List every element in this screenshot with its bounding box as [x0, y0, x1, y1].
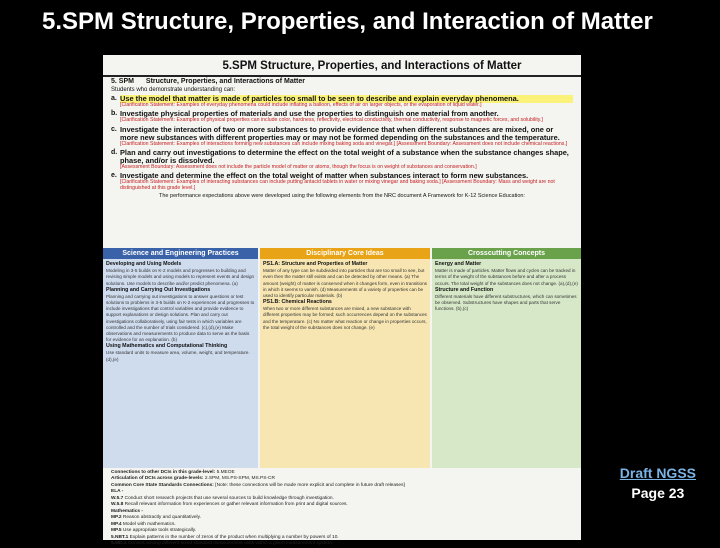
core-idea-text: When two or more different substances are mixed, a new substance with different properties may be formed; such occurrences depend on the substances and the temperature. (c) No matter what reaction or change in properties occurs, the total weight of the substances does not change. (e): [263, 306, 427, 330]
core-ideas-column: [260, 248, 430, 468]
standard-document: [103, 55, 581, 547]
pe-clarification: [Clarification Statement: Examples of physical properties can include color, hardness, reflectivity, electrical conductivity, thermal conductivity, response to magnetic forces, and solubility.]: [120, 117, 543, 124]
draft-ngss-link[interactable]: Draft NGSS: [619, 465, 696, 481]
practice-subheading: Using Mathematics and Computational Thinking: [106, 343, 228, 350]
connection-line: W.5.7 Conduct short research projects that use several sources to build knowledge through investigation.: [111, 495, 334, 501]
crosscutting-subheading: Energy and Matter: [435, 261, 482, 267]
connection-line: ELA -: [111, 489, 124, 495]
performance-expectation: [111, 110, 573, 123]
core-ideas-heading: Disciplinary Core Ideas: [260, 248, 430, 259]
practices-column: [103, 248, 258, 468]
slide-title: 5.SPM Structure, Properties, and Interaction of Matter: [42, 8, 653, 35]
pe-clarification: [Clarification Statement: Examples of interacting substances can include putting antacid tablets in water or mixing vinegar and baking soda.] [Assessment Boundary: Mass and weight are not distinguished at this grade level.]: [120, 179, 555, 191]
practice-subheading: Planning and Carrying Out Investigations: [106, 286, 211, 293]
pe-letter: b.: [111, 110, 118, 118]
pe-statement: Plan and carry out investigations to determine the effect on the total weight of a substance when the substance changes shape, phase, and/or is dissolved.: [120, 148, 569, 165]
pe-statement: Investigate the interaction of two or more substances to provide evidence that when different substances are mixed, one or more new substances with different properties may or may not be formed depending on the substances and the temperature.: [120, 124, 560, 142]
crosscutting-text: Different materials have different substructures, which can sometimes be observed. Substructures have shapes and parts that serve functions. (b),(c): [435, 293, 577, 312]
pe-letter: a.: [111, 95, 117, 102]
standard-code-title: Structure, Properties, and Interactions of Matter: [145, 78, 305, 85]
connection-line: Common Core State Standards Connections: [Note: these connections will be made more explicit and complete in future draft releases]: [111, 482, 405, 488]
pe-clarification: [Clarification Statement: Examples of everyday phenomena could include inflating a balloon, effects of air on larger objects, or the evaporation of liquid water.]: [120, 101, 482, 108]
practice-text: Use standard units to measure area, volume, weight, and temperature. (d),(e): [106, 350, 250, 362]
pe-statement: Use the model that matter is made of particles too small to be seen to describe and explain everyday phenomena.: [120, 95, 573, 103]
practice-subheading: Developing and Using Models: [106, 261, 182, 267]
crosscutting-subheading: Structure and Function: [435, 286, 494, 293]
connection-line: MP.2 Reason abstractly and quantitatively.: [111, 515, 201, 521]
crosscutting-heading: Crosscutting Concepts: [432, 248, 581, 259]
intro-text: Students who demonstrate understanding can:: [111, 87, 236, 93]
practices-body: [103, 259, 258, 467]
connection-line: 5.NBT.1 Explain patterns in the number of zeros of the product when multiplying a number by powers of 10.: [111, 534, 339, 540]
practices-heading: Science and Engineering Practices: [103, 248, 258, 259]
connection-line: Connections to other DCIs in this grade-level: 5.MEOE: [111, 470, 235, 475]
practice-text: Planning and carrying out investigations to answer questions or test solutions to problems in 3-5 builds on K-2 experiences and progresses to include investigations that control variables and provide evidence to support explanations or design solutions. Plan and carry out investigations collaboratively, using fair tests in which variables are controlled and the number of trials considered. (c),(d),(e) Make observations and measurements to produce data to serve as the basis for evidence for an explanation. (b): [106, 293, 255, 343]
pe-letter: c.: [111, 125, 117, 133]
connection-line: Mathematics -: [111, 508, 143, 514]
performance-expectation: [111, 95, 573, 108]
core-idea-subheading: PS1.A: Structure and Properties of Matter: [263, 261, 368, 267]
performance-expectation: [111, 149, 573, 170]
crosscutting-text: Matter is made of particles. Matter flows and cycles can be tracked in terms of the weight of the substances before and after a process occurs. The total weight of the substances does not change. (a),(d),(e): [435, 268, 578, 286]
pe-clarification: [Clarification Statement: Examples of interactions forming new substances can include mixing baking soda and vinegar.] [Assessment Boundary: Assessment does not include chemical reactions.]: [120, 140, 568, 147]
draft-label: [620, 464, 696, 503]
core-idea-subheading: PS1.B: Chemical Reactions: [263, 299, 332, 306]
core-ideas-body: [260, 259, 430, 467]
pe-letter: d.: [111, 149, 118, 157]
performance-expectation: [111, 126, 573, 147]
performance-expectation: [111, 172, 573, 191]
header-divider: [103, 75, 581, 77]
connection-line: MP.4 Model with mathematics.: [111, 521, 176, 527]
connections-section: [111, 470, 576, 548]
standard-code-row: [111, 78, 315, 85]
pe-clarification: [Assessment Boundary: Assessment does not include the particle model of matter or atoms, though the focus is on weight of substances and conservation.]: [120, 163, 477, 170]
connection-line: MP.5 Use appropriate tools strategically.: [111, 528, 197, 534]
pe-framework-note: The performance expectations above were developed using the following elements from the NRC document A Framework for K-12 Science Education:: [159, 192, 525, 199]
connection-line: W.5.8 Recall relevant information from experiences or gather relevant information from print and digital sources.: [111, 502, 348, 508]
connection-line: Articulation of DCIs across grade-levels: 2.SPM, MS.PS-SPM, MS.PS-CR: [111, 476, 275, 482]
pe-letter: e.: [111, 172, 117, 180]
performance-expectations: [111, 95, 573, 199]
document-title: 5.SPM Structure, Properties, and Interactions of Matter: [222, 60, 522, 72]
connection-line: 5.MD.1 Convert among different-sized standard measurement units within a given measurement system.: [111, 541, 334, 547]
crosscutting-column: [432, 248, 581, 468]
practice-text: Modeling in 3-5 builds on K-2 models and progresses to building and revising simple models and using models to represent events and design solutions. Use models to describe and/or predict phenomena. (a): [106, 268, 255, 286]
page-number: Page 23: [631, 484, 685, 501]
core-idea-text: Matter of any type can be subdivided into particles that are too small to see, but even then the matter still exists and can be detected by other means. (a) The amount (weight) of matter is conserved when it changes form, even in transitions in which it seems to vanish. (d) Measurements of a variety of properties can be used to identify particular materials. (b): [263, 268, 427, 298]
standard-code: 5. SPM: [111, 78, 134, 85]
crosscutting-body: [432, 259, 581, 467]
pe-statement: Investigate physical properties of materials and use the properties to distinguish one material from another.: [120, 109, 499, 119]
pe-statement: Investigate and determine the effect on the total weight of matter when substances interact to form new substances.: [120, 171, 529, 181]
foundation-boxes: [103, 248, 581, 468]
